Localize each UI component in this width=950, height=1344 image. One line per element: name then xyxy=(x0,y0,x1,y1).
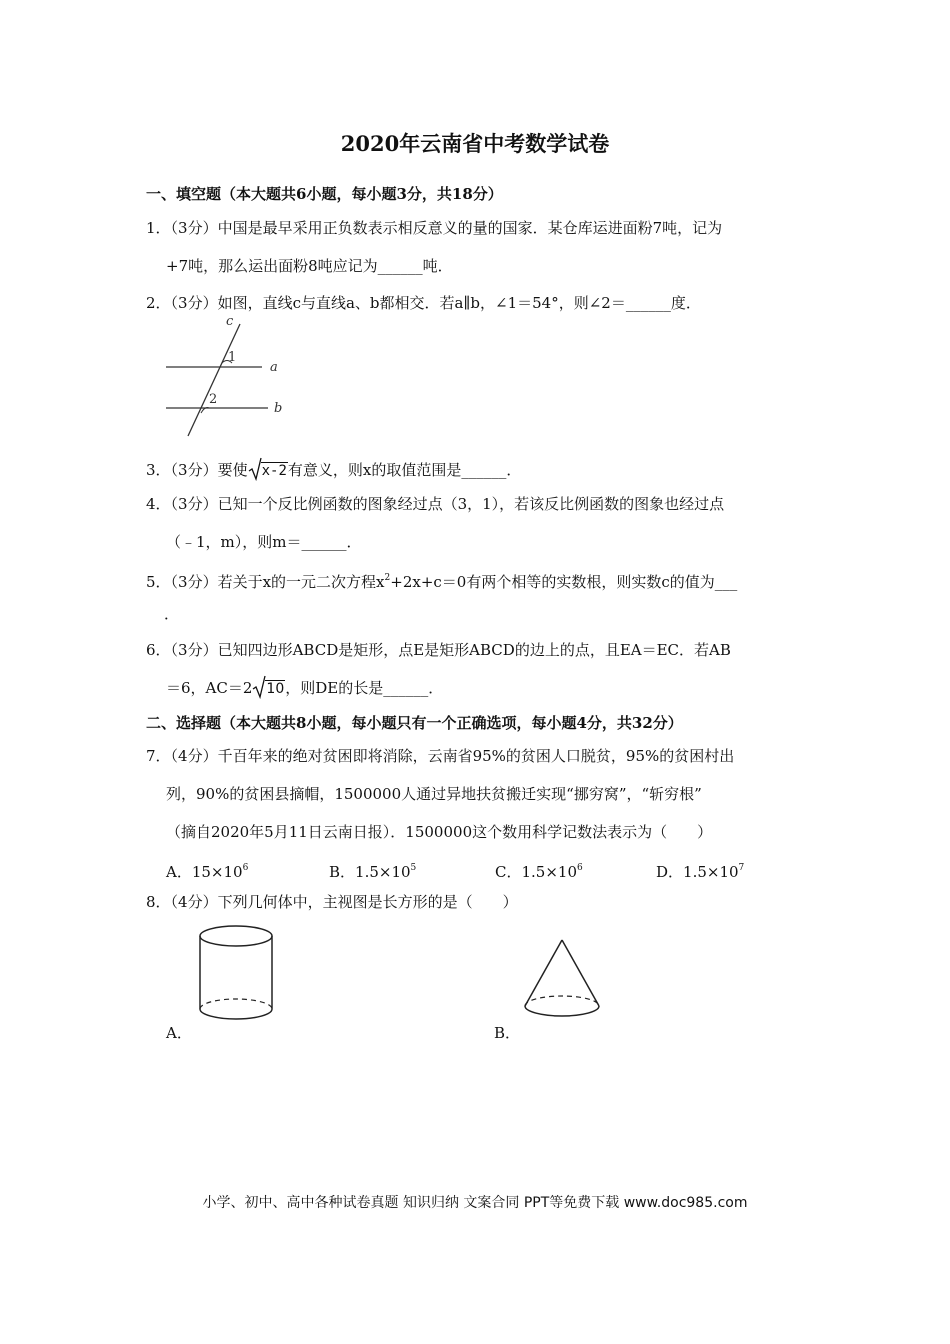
question-5-line-1 xyxy=(146,568,737,592)
sqrt-radicand: 10 xyxy=(266,681,285,697)
question-5-post: +2x+c＝0有两个相等的实数根，则实数c的值为___ xyxy=(390,573,738,591)
question-5-line-2: ． xyxy=(164,605,180,623)
parallel-lines-figure xyxy=(160,316,300,441)
option-a-exponent: 6 xyxy=(242,863,249,873)
option-c-base: C．1.5×10 xyxy=(495,863,577,881)
question-2-text: 2．（3分）如图，直线c与直线a、b都相交．若a∥b，∠1＝54°，则∠2＝______度． xyxy=(146,294,701,312)
question-6-post: ，则DE的长是______． xyxy=(285,679,444,697)
question-8-option-a-label: A． xyxy=(166,1024,192,1042)
question-6-pre: ＝6，AC＝2 xyxy=(166,679,253,697)
question-5-pre: 5．（3分）若关于x的一元二次方程x xyxy=(146,573,385,591)
option-b-exponent: 5 xyxy=(410,863,417,873)
page-footer: 小学、初中、高中各种试卷真题 知识归纳 文案合同 PPT等免费下载 www.doc985.com xyxy=(202,1195,748,1211)
page-title: 2020年云南省中考数学试卷 xyxy=(340,131,610,156)
option-c xyxy=(495,858,583,882)
question-7-line-1: 7．（4分）千百年来的绝对贫困即将消除，云南省95%的贫困人口脱贫，95%的贫困村出 xyxy=(146,747,735,765)
question-7-line-3: （摘自2020年5月11日云南日报）．1500000这个数用科学记数法表示为（ ） xyxy=(166,823,713,841)
sqrt-radicand: x-2 xyxy=(261,463,287,479)
sqrt-expression xyxy=(252,678,285,699)
question-3-post: 有意义，则x的取值范围是______． xyxy=(287,461,522,479)
option-b-base: B．1.5×10 xyxy=(329,863,411,881)
section-heading-multiple-choice: 二、选择题（本大题共8小题，每小题只有一个正确选项，每小题4分，共32分） xyxy=(146,714,683,732)
question-6-line-2 xyxy=(166,678,443,699)
label-c: c xyxy=(226,316,234,329)
question-1-line-1: 1．（3分）中国是最早采用正负数表示相反意义的量的国家．某仓库运进面粉7吨，记为 xyxy=(146,219,723,237)
option-d xyxy=(656,858,744,882)
cylinder-figure xyxy=(195,922,279,1032)
label-angle-1: 1 xyxy=(228,350,237,365)
cone-figure xyxy=(520,936,604,1026)
option-d-base: D．1.5×10 xyxy=(656,863,739,881)
section-heading-fill-in: 一、填空题（本大题共6小题，每小题3分，共18分） xyxy=(146,185,503,203)
option-b xyxy=(329,858,416,882)
option-a-base: A．15×10 xyxy=(166,863,243,881)
question-7-line-2: 列，90%的贫困县摘帽，1500000人通过异地扶贫搬迁实现“挪穷窝”，“斩穷根” xyxy=(166,785,702,803)
question-8-option-b-label: B． xyxy=(494,1024,521,1042)
line-c xyxy=(188,324,240,436)
option-d-exponent: 7 xyxy=(738,863,745,873)
question-5-exponent: 2 xyxy=(384,573,391,583)
label-angle-2: 2 xyxy=(209,392,218,407)
question-3 xyxy=(146,460,521,481)
option-a xyxy=(166,858,248,882)
question-4-line-2: （﹣1，m），则m＝______． xyxy=(166,533,362,551)
label-b: b xyxy=(274,401,283,416)
label-a: a xyxy=(270,360,278,375)
question-6-line-1: 6．（3分）已知四边形ABCD是矩形，点E是矩形ABCD的边上的点，且EA＝EC．若AB xyxy=(146,641,731,659)
option-c-exponent: 6 xyxy=(577,863,583,873)
question-8-text: 8．（4分）下列几何体中，主视图是长方形的是（ ） xyxy=(146,893,518,911)
sqrt-expression xyxy=(248,460,288,481)
question-4-line-1: 4．（3分）已知一个反比例函数的图象经过点（3，1），若该反比例函数的图象也经过点 xyxy=(146,495,725,513)
question-3-pre: 3．（3分）要使 xyxy=(146,461,248,479)
question-1-line-2: +7吨，那么运出面粉8吨应记为______吨． xyxy=(166,257,453,275)
